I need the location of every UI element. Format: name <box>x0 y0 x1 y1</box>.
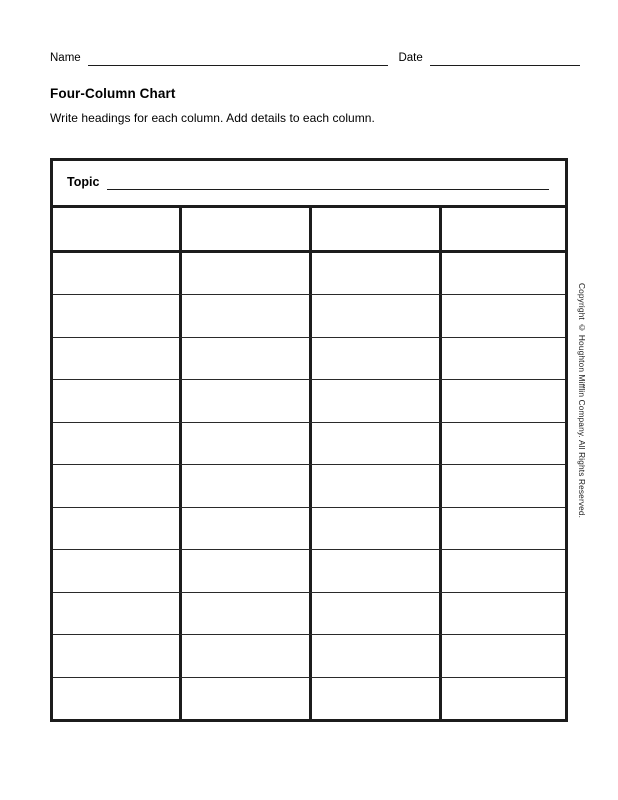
table-cell[interactable] <box>182 508 312 549</box>
table-cell[interactable] <box>53 380 182 421</box>
table-row <box>53 593 565 635</box>
table-cell[interactable] <box>53 508 182 549</box>
chart-grid <box>53 208 565 719</box>
table-cell[interactable] <box>53 593 182 634</box>
table-row <box>53 465 565 507</box>
topic-write-line[interactable] <box>107 177 549 190</box>
table-cell[interactable] <box>442 550 565 591</box>
table-row <box>53 380 565 422</box>
four-column-chart <box>50 158 568 722</box>
table-row <box>53 550 565 592</box>
topic-row[interactable] <box>53 161 565 208</box>
table-cell[interactable] <box>182 593 312 634</box>
table-cell[interactable] <box>53 550 182 591</box>
table-cell[interactable] <box>312 380 442 421</box>
table-cell[interactable] <box>53 635 182 676</box>
table-row <box>53 295 565 337</box>
table-cell[interactable] <box>53 465 182 506</box>
table-cell[interactable] <box>442 338 565 379</box>
date-write-line[interactable] <box>430 54 580 66</box>
page-title: Four-Column Chart <box>50 86 176 101</box>
table-cell[interactable] <box>53 678 182 719</box>
table-row <box>53 508 565 550</box>
table-cell[interactable] <box>182 678 312 719</box>
table-cell[interactable] <box>442 380 565 421</box>
table-cell[interactable] <box>312 465 442 506</box>
table-cell[interactable] <box>442 635 565 676</box>
table-cell[interactable] <box>182 338 312 379</box>
name-write-line[interactable] <box>88 54 389 66</box>
table-cell[interactable] <box>182 465 312 506</box>
page-instructions: Write headings for each column. Add details to each column. <box>50 111 375 125</box>
table-row <box>53 635 565 677</box>
column-heading-cell[interactable] <box>182 208 312 250</box>
table-cell[interactable] <box>312 423 442 464</box>
table-cell[interactable] <box>442 253 565 294</box>
table-cell[interactable] <box>312 678 442 719</box>
table-cell[interactable] <box>182 550 312 591</box>
table-cell[interactable] <box>182 380 312 421</box>
table-cell[interactable] <box>312 508 442 549</box>
table-cell[interactable] <box>312 550 442 591</box>
copyright-notice: Copyright © Houghton Mifflin Company. All Rights Reserved. <box>577 283 587 519</box>
table-row <box>53 423 565 465</box>
date-field[interactable] <box>398 52 580 66</box>
table-cell[interactable] <box>53 253 182 294</box>
table-cell[interactable] <box>182 423 312 464</box>
table-cell[interactable] <box>442 295 565 336</box>
name-label: Name <box>50 52 81 64</box>
table-cell[interactable] <box>312 593 442 634</box>
topic-label: Topic <box>67 175 100 189</box>
table-cell[interactable] <box>312 253 442 294</box>
student-info-row <box>50 44 580 66</box>
column-heading-cell[interactable] <box>53 208 182 250</box>
table-cell[interactable] <box>442 423 565 464</box>
table-cell[interactable] <box>442 508 565 549</box>
table-row <box>53 678 565 719</box>
table-row <box>53 253 565 295</box>
table-cell[interactable] <box>182 295 312 336</box>
column-heading-row <box>53 208 565 253</box>
table-row <box>53 338 565 380</box>
table-cell[interactable] <box>312 338 442 379</box>
table-cell[interactable] <box>442 593 565 634</box>
table-cell[interactable] <box>312 635 442 676</box>
name-field[interactable] <box>50 52 388 66</box>
table-cell[interactable] <box>53 295 182 336</box>
table-cell[interactable] <box>53 423 182 464</box>
table-cell[interactable] <box>182 635 312 676</box>
column-heading-cell[interactable] <box>312 208 442 250</box>
date-label: Date <box>398 52 423 64</box>
column-heading-cell[interactable] <box>442 208 565 250</box>
table-cell[interactable] <box>442 678 565 719</box>
table-cell[interactable] <box>53 338 182 379</box>
table-cell[interactable] <box>312 295 442 336</box>
table-cell[interactable] <box>442 465 565 506</box>
table-cell[interactable] <box>182 253 312 294</box>
